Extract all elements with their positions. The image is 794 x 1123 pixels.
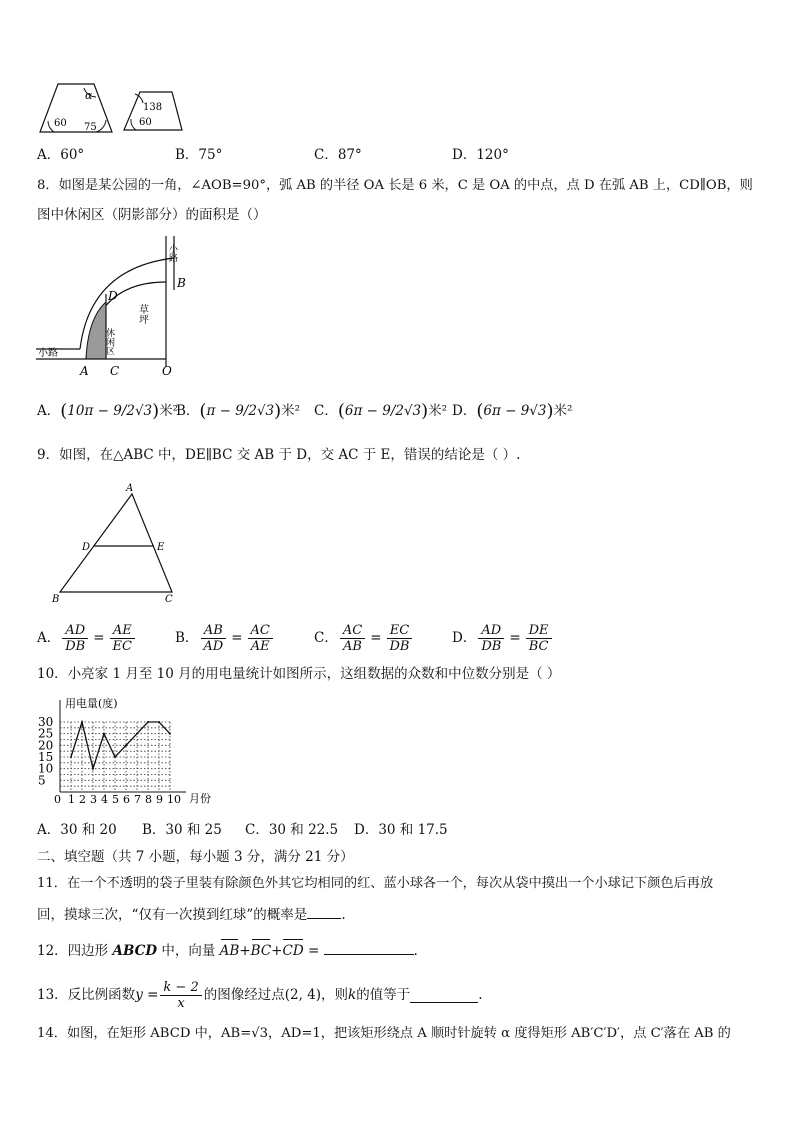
- data-point: [136, 733, 138, 735]
- chart-y-axis-label: 用电量(度): [65, 697, 118, 710]
- q7-figure-quadrilateral-2: [120, 88, 186, 134]
- q9-option-a: A． $\frac{AD}{DB}$ = $\frac{AE}{EC}$: [37, 618, 137, 658]
- data-point: [114, 756, 116, 758]
- x-tick-label: 4: [101, 793, 108, 806]
- x-tick-label: 5: [112, 793, 119, 806]
- q9-point-c: C: [165, 594, 173, 605]
- q8-question-line1: 8．如图是某公园的一角，∠AOB=90°，弧 AB 的半径 OA 长是 6 米，C 是 OA 的中点，点 D 在弧 AB 上，CD∥OB，则: [37, 178, 753, 193]
- q7-fig1-left-label: 60: [54, 118, 67, 129]
- q8-option-a: A．(10π − 9/2√3)米²: [37, 400, 179, 422]
- q9-option-d: D． $\frac{AD}{DB}$ = $\frac{DE}{BC}$: [452, 618, 554, 658]
- q8-rest-area-label: 休闲区: [104, 328, 114, 355]
- q9-point-e: E: [157, 542, 165, 553]
- q7-option-d: D．120°: [452, 147, 509, 163]
- x-tick-label: 10: [167, 793, 181, 806]
- q12-question: 12．四边形 ABCD 中，向量 AB+BC+CD = .: [37, 940, 418, 961]
- q11-question-line1: 11．在一个不透明的袋子里装有除颜色外其它均相同的红、蓝小球各一个，每次从袋中摸出一个小球记下颜色后再放: [37, 876, 714, 891]
- q9-triangle-figure: [44, 480, 184, 608]
- q13-question: 13．反比例函数 y = $\frac{k - 2}{x}$ 的图像经过点(2, 4)，则 k 的值等于 .: [37, 979, 483, 1011]
- q7-fig1-right-label: 75: [84, 122, 97, 133]
- section-fill-in-title: 二、填空题（共 7 小题，每小题 3 分，满分 21 分）: [37, 849, 354, 865]
- q10-electricity-line-chart: [36, 694, 216, 806]
- q9-point-a: A: [126, 483, 134, 494]
- x-tick-label: 1: [68, 793, 75, 806]
- y-tick-label: 15: [38, 750, 54, 764]
- q7-option-b: B．75°: [175, 147, 223, 163]
- q8-point-c: C: [110, 364, 120, 378]
- q8-point-o: O: [162, 364, 172, 378]
- q11-question-line2: 回，摸球三次，“仅有一次摸到红球”的概率是 .: [37, 904, 346, 925]
- q10-option-d: D．30 和 17.5: [354, 822, 448, 838]
- y-tick-label: 30: [38, 715, 54, 729]
- q7-fig2-top-label: 138: [143, 102, 163, 113]
- q13-answer-blank: [410, 988, 478, 1003]
- q8-point-a: A: [80, 364, 89, 378]
- y-tick-label: 20: [38, 738, 54, 753]
- vector-bc: BC: [250, 943, 272, 959]
- q9-point-b: B: [52, 594, 60, 605]
- q10-option-a: A．30 和 20: [37, 822, 117, 838]
- q8-road-left-label: 小路: [38, 348, 58, 359]
- q7-fig2-left-label: 60: [139, 117, 152, 128]
- chart-x-axis-label: 月份: [189, 792, 211, 805]
- data-point: [125, 744, 127, 746]
- q7-option-c: C．87°: [314, 147, 362, 163]
- data-point: [81, 721, 83, 723]
- q9-option-b: B． $\frac{AB}{AD}$ = $\frac{AC}{AE}$: [175, 618, 275, 658]
- q8-question-line2: 图中休闲区（阴影部分）的面积是（）: [37, 207, 267, 223]
- q7-option-a: A．60°: [37, 147, 85, 163]
- q10-option-c: C．30 和 22.5: [245, 822, 339, 838]
- q8-lawn-label: 草坪: [136, 304, 148, 324]
- data-point: [147, 721, 149, 723]
- y-tick-label: 5: [38, 773, 46, 788]
- q8-park-figure: [34, 232, 194, 380]
- x-tick-label: 6: [123, 793, 130, 806]
- q8-point-b: B: [177, 276, 186, 290]
- q9-option-c: C． $\frac{AC}{AB}$ = $\frac{EC}{DB}$: [314, 618, 414, 658]
- data-point: [103, 733, 105, 735]
- q9-question-text: 9．如图，在△ABC 中，DE∥BC 交 AB 于 D，交 AC 于 E，错误的结论是（ ）.: [37, 447, 521, 463]
- q8-option-b: B．(π − 9/2√3)米²: [176, 400, 301, 422]
- q10-question-text: 10．小亮家 1 月至 10 月的用电量统计如图所示，这组数据的众数和中位数分别是（ ）: [37, 666, 561, 682]
- q9-point-d: D: [82, 542, 91, 553]
- vector-cd: CD: [282, 943, 304, 959]
- data-point: [169, 733, 171, 735]
- q11-answer-blank: [307, 904, 341, 919]
- y-tick-label: 25: [38, 726, 54, 741]
- y-tick-label: 10: [38, 761, 54, 776]
- q10-option-b: B．30 和 25: [142, 822, 222, 838]
- data-point: [92, 768, 94, 770]
- data-point: [158, 721, 160, 723]
- x-tick-label: 7: [134, 793, 141, 806]
- q8-road-top-label: 小路: [167, 244, 177, 262]
- q8-option-c: C．(6π − 9/2√3)米²: [314, 400, 448, 422]
- vector-ab: AB: [219, 943, 240, 959]
- x-tick-label: 2: [79, 793, 86, 806]
- x-tick-label: 9: [156, 793, 163, 806]
- q7-fig1-alpha-label: α: [85, 89, 93, 102]
- q8-option-d: D．(6π − 9√3)米²: [452, 400, 573, 422]
- q14-question-line1: 14．如图，在矩形 ABCD 中，AB=√3，AD=1，把该矩形绕点 A 顺时针旋转 α 度得矩形 AB′C′D′，点 C′落在 AB 的: [37, 1026, 731, 1041]
- q12-answer-blank: [324, 940, 414, 955]
- x-tick-label: 0: [54, 793, 61, 806]
- q7-figure-quadrilateral-1: [36, 80, 116, 136]
- x-tick-label: 3: [90, 793, 97, 806]
- data-point: [70, 756, 72, 758]
- x-tick-label: 8: [145, 793, 152, 806]
- q8-point-d: D: [108, 289, 118, 303]
